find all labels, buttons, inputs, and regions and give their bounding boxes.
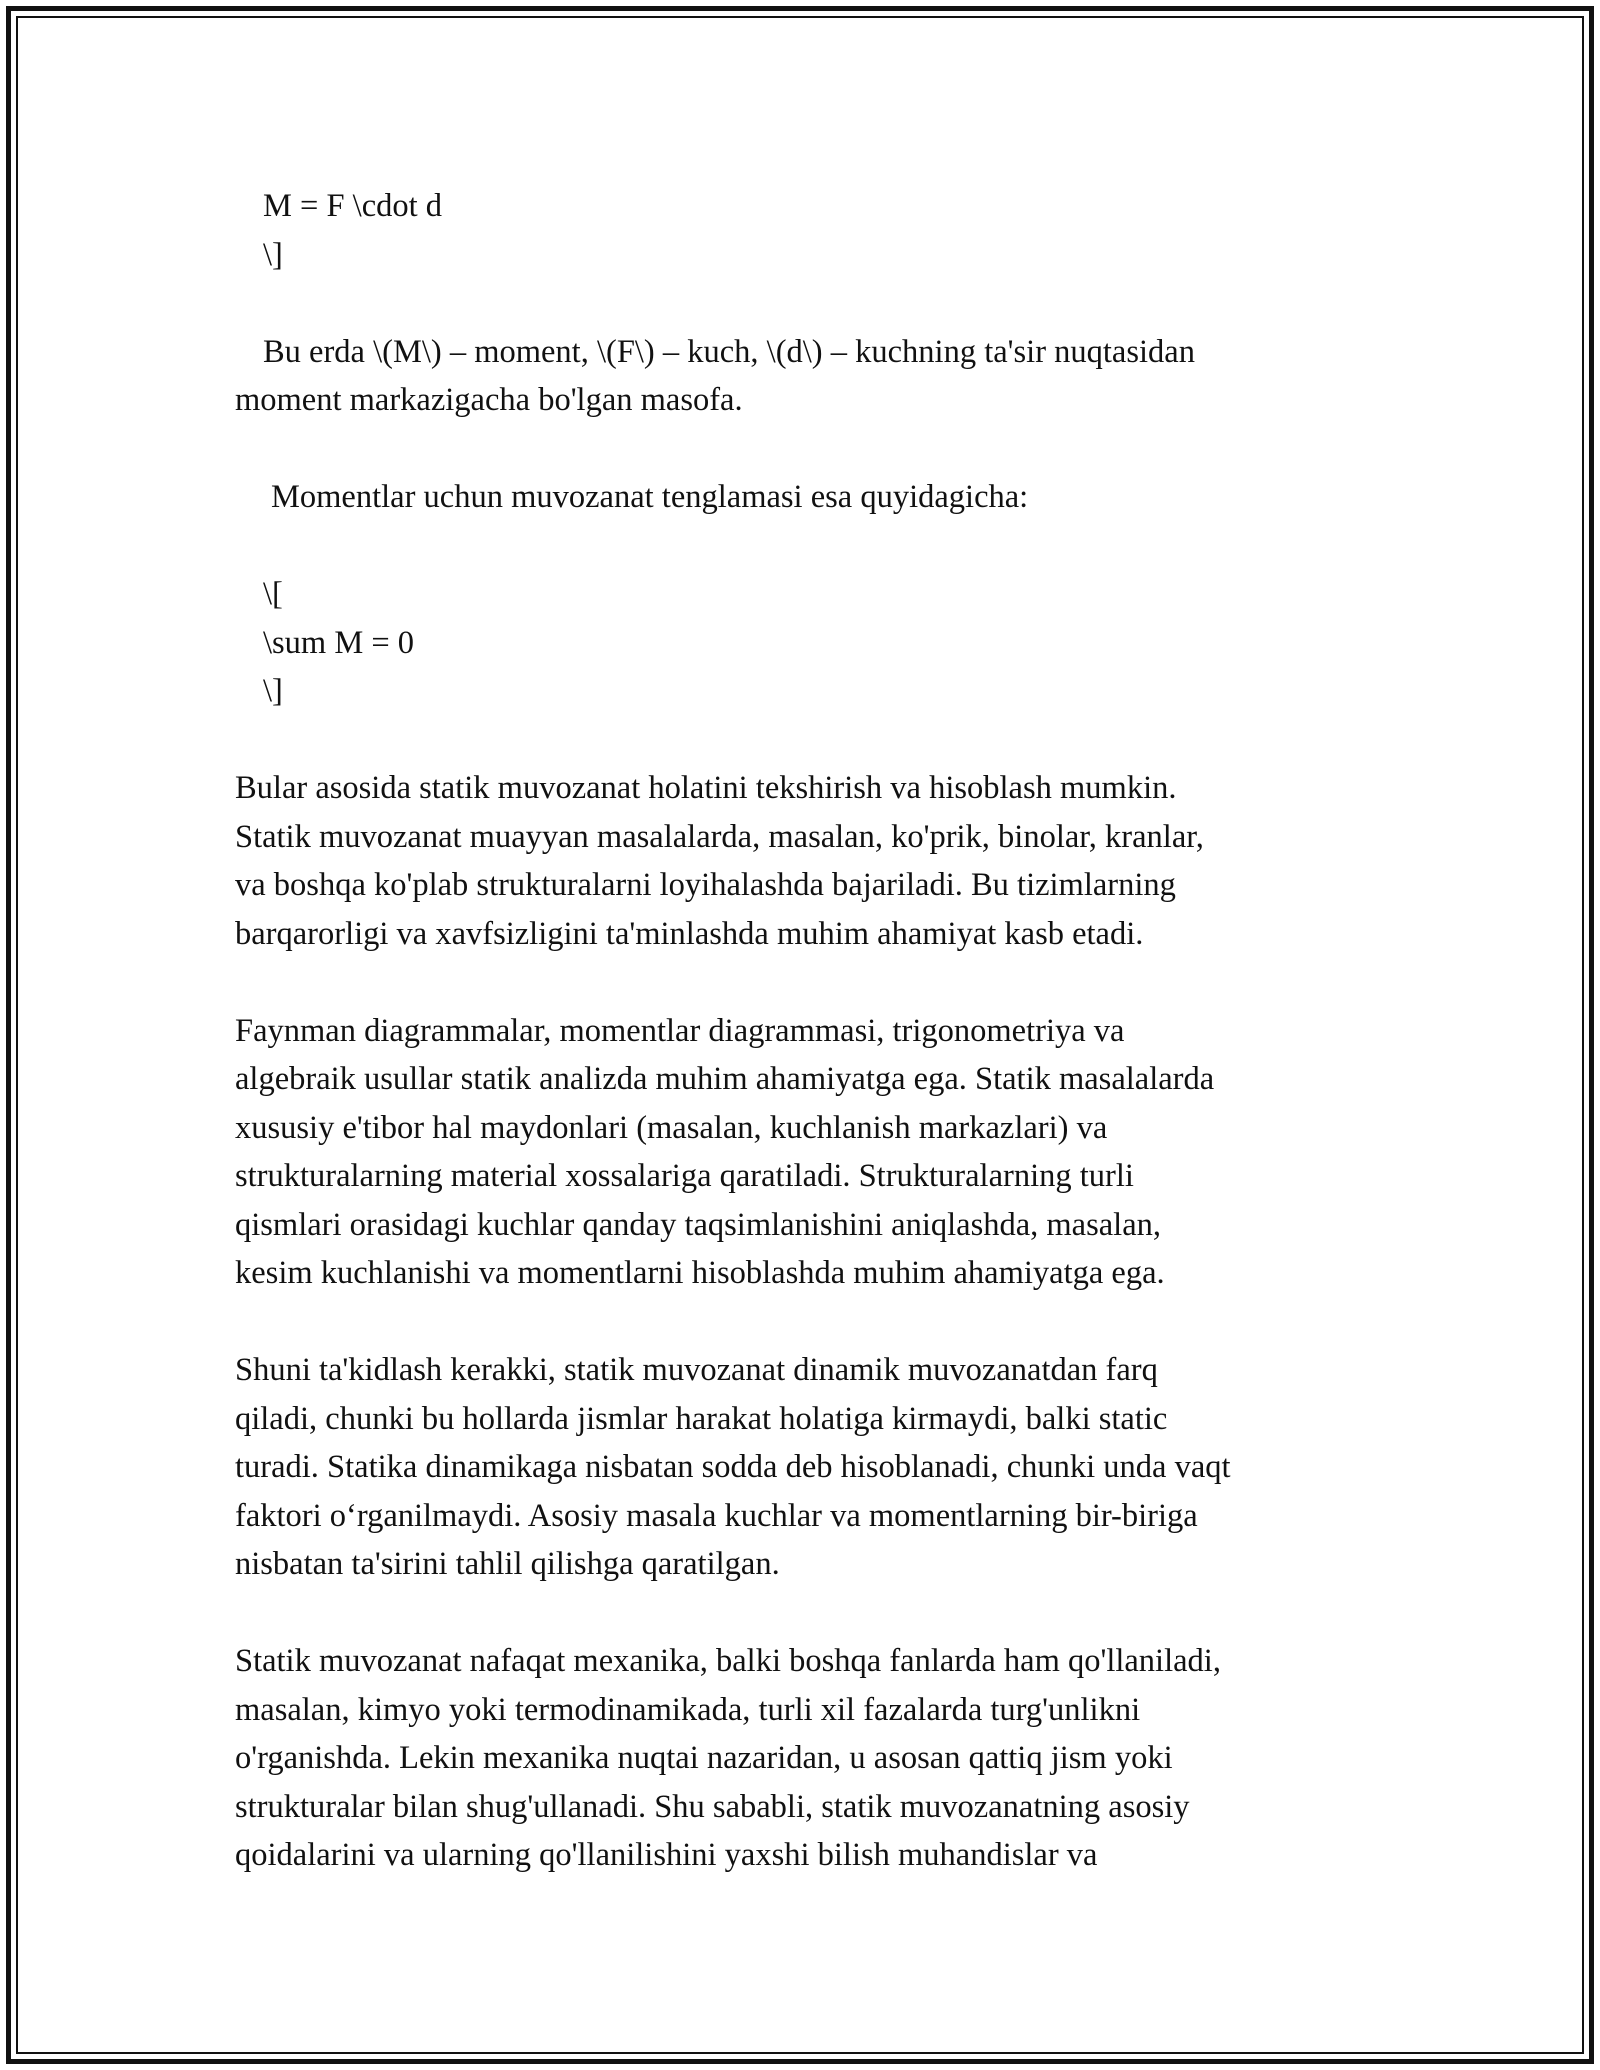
text-line: nisbatan ta'sirini tahlil qilishga qaratilgan. <box>235 1546 780 1582</box>
formula-moment <box>235 182 1385 279</box>
text-line: qiladi, chunki bu hollarda jismlar harakat holatiga kirmaydi, balki static <box>235 1400 1168 1437</box>
text-line: strukturalar bilan shug'ullanadi. Shu sababli, statik muvozanatning asosiy <box>235 1788 1190 1825</box>
text-line: o'rganishda. Lekin mexanika nuqtai nazaridan, u asosan qattiq jism yoki <box>235 1740 1173 1776</box>
text-line: Bu erda \(M\) – moment, \(F\) – kuch, \(d\) – kuchning ta'sir nuqtasidan <box>263 333 1195 370</box>
document-body <box>235 182 1385 1928</box>
text-line: strukturalarning material xossalariga qaratiladi. Strukturalarning turli <box>235 1158 1134 1194</box>
text-line: barqarorligi va xavfsizligini ta'minlashda muhim ahamiyat kasb etadi. <box>235 915 1144 952</box>
text-line: Momentlar uchun muvozanat tenglamasi esa quyidagicha: <box>271 479 1029 515</box>
definition-paragraph <box>235 328 1385 425</box>
formula-line: \sum M = 0 <box>263 624 415 661</box>
text-line: Bular asosida statik muvozanat holatini tekshirish va hisoblash mumkin. <box>235 770 1177 806</box>
text-line: Shuni ta'kidlash kerakki, statik muvozanat dinamik muvozanatdan farq <box>235 1352 1158 1388</box>
text-line: faktori o‘rganilmaydi. Asosiy masala kuchlar va momentlarning bir-biriga <box>235 1497 1198 1534</box>
text-line: Faynman diagrammalar, momentlar diagrammasi, trigonometriya va <box>235 1012 1125 1049</box>
text-line: kesim kuchlanishi va momentlarni hisoblashda muhim ahamiyatga ega. <box>235 1255 1165 1291</box>
formula-line: \] <box>263 236 283 273</box>
formula-line: M = F \cdot d <box>263 188 443 224</box>
paragraph-1 <box>235 764 1385 958</box>
moments-intro <box>235 473 1385 522</box>
text-line: va boshqa ko'plab strukturalarni loyihalashda bajariladi. Bu tizimlarning <box>235 867 1176 903</box>
text-line: qismlari orasidagi kuchlar qanday taqsimlanishini aniqlashda, masalan, <box>235 1206 1162 1243</box>
paragraph-2 <box>235 1007 1385 1298</box>
text-line: Statik muvozanat muayyan masalalarda, masalan, ko'prik, binolar, kranlar, <box>235 818 1204 855</box>
paragraph-3 <box>235 1346 1385 1589</box>
text-line: masalan, kimyo yoki termodinamikada, turli xil fazalarda turg'unlikni <box>235 1691 1141 1728</box>
text-line: xususiy e'tibor hal maydonlari (masalan, kuchlanish markazlari) va <box>235 1109 1108 1146</box>
formula-line: \] <box>263 673 283 709</box>
text-line: turadi. Statika dinamikaga nisbatan sodda deb hisoblanadi, chunki unda vaqt <box>235 1449 1231 1485</box>
text-line: qoidalarini va ularning qo'llanilishini yaxshi bilish muhandislar va <box>235 1837 1098 1873</box>
text-line: moment markazigacha bo'lgan masofa. <box>235 382 743 418</box>
formula-sum <box>235 570 1385 716</box>
text-line: Statik muvozanat nafaqat mexanika, balki boshqa fanlarda ham qo'llaniladi, <box>235 1643 1221 1679</box>
paragraph-4 <box>235 1637 1385 1880</box>
text-line: algebraik usullar statik analizda muhim ahamiyatga ega. Statik masalalarda <box>235 1061 1215 1097</box>
formula-line: \[ <box>263 576 283 612</box>
